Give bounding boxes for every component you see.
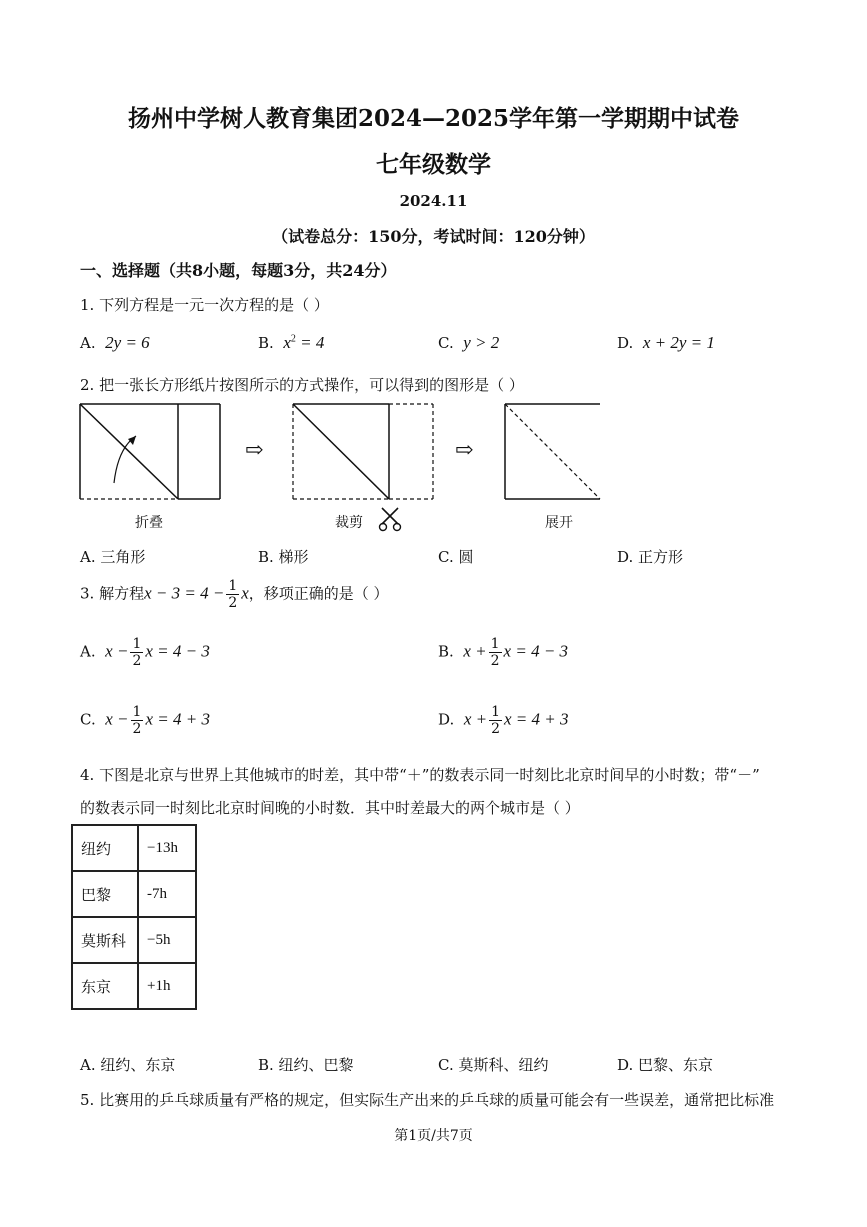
- diff-cell: +1h: [138, 963, 196, 1009]
- q4-option-c: C. 莫斯科、纽约: [438, 1056, 549, 1074]
- exam-title: 扬州中学树人教育集团2024—2025学年第一学期期中试卷: [127, 105, 740, 132]
- city-cell: 莫斯科: [72, 917, 138, 963]
- section-heading: 一、选择题（共8小题，每题3分，共24分）: [80, 261, 397, 280]
- time-difference-table: [71, 824, 197, 1010]
- q4-option-b: B. 纽约、巴黎: [258, 1056, 354, 1074]
- q3-option-b: B. x + $\frac{1}{2}$ x = 4 − 3: [438, 636, 569, 669]
- q3-option-c: C. x − $\frac{1}{2}$ x = 4 + 3: [80, 704, 210, 737]
- arrow-icon: ⇨: [245, 438, 264, 463]
- diff-cell: -7h: [138, 871, 196, 917]
- q2-option-d: D. 正方形: [617, 548, 684, 566]
- q4-stem-line2: 的数表示同一时刻比北京时间晚的小时数．其中时差最大的两个城市是（ ）: [80, 799, 580, 817]
- scissors-icon: [380, 508, 401, 531]
- exam-subtitle: 七年级数学: [376, 151, 491, 178]
- table-row: [72, 825, 196, 871]
- fold-diagram: [80, 404, 220, 499]
- q3-stem: 3. 解方程x − 3 = 4 − $\frac{1}{2}$ x，移项正确的是（ ）: [80, 578, 389, 611]
- table-row: [72, 963, 196, 1009]
- q1-option-b: B. $x^2 = 4$: [258, 333, 325, 352]
- unfold-diagram: [505, 404, 600, 499]
- city-cell: 纽约: [72, 825, 138, 871]
- diff-cell: −5h: [138, 917, 196, 963]
- fold-label: 折叠: [135, 515, 163, 531]
- q3-option-d: D. x + $\frac{1}{2}$ x = 4 + 3: [438, 704, 569, 737]
- city-cell: 东京: [72, 963, 138, 1009]
- q5-stem: 5. 比赛用的乒乓球质量有严格的规定，但实际生产出来的乒乓球的质量可能会有一些误差，通常把比标准: [80, 1091, 775, 1109]
- q2-stem: 2. 把一张长方形纸片按图所示的方式操作，可以得到的图形是（ ）: [80, 376, 524, 394]
- table-row: [72, 917, 196, 963]
- q2-option-b: B. 梯形: [258, 548, 309, 566]
- diff-cell: −13h: [138, 825, 196, 871]
- q4-option-a: A. 纽约、东京: [80, 1056, 176, 1074]
- q4-stem-line1: 4. 下图是北京与世界上其他城市的时差，其中带“＋”的数表示同一时刻比北京时间早的小时数；带“－”: [80, 766, 760, 784]
- q4-option-d: D. 巴黎、东京: [617, 1056, 714, 1074]
- q3-option-a: A. x − $\frac{1}{2}$ x = 4 − 3: [80, 636, 210, 669]
- unfold-label: 展开: [545, 515, 573, 531]
- cut-diagram: [293, 404, 433, 499]
- cut-label: 裁剪: [335, 515, 363, 531]
- q1-option-c: C. y > 2: [438, 333, 500, 352]
- q1-option-d: D. x + 2y = 1: [617, 333, 715, 352]
- city-cell: 巴黎: [72, 871, 138, 917]
- arrow-icon: ⇨: [455, 438, 474, 463]
- q2-option-c: C. 圆: [438, 548, 474, 566]
- q1-stem: 1. 下列方程是一元一次方程的是（ ）: [80, 296, 329, 314]
- exam-date: 2024.11: [399, 192, 468, 210]
- table-row: [72, 871, 196, 917]
- exam-note: （试卷总分：150分，考试时间：120分钟）: [272, 227, 595, 246]
- q2-option-a: A. 三角形: [80, 548, 146, 566]
- q1-option-a: A. 2y = 6: [80, 333, 150, 352]
- page-footer: 第1页/共7页: [394, 1128, 473, 1144]
